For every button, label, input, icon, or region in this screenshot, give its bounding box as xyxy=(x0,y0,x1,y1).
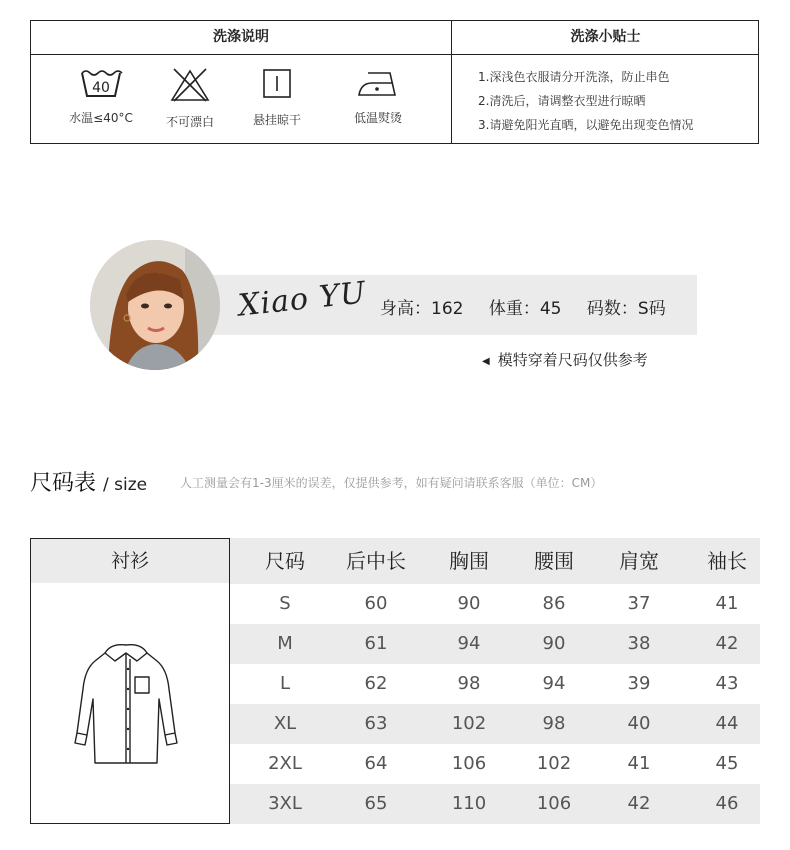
table-cell: 102 xyxy=(451,713,487,734)
model-size-note xyxy=(482,349,648,370)
column-header: 后中长 xyxy=(346,549,406,573)
table-cell: 90 xyxy=(457,593,481,614)
model-signature: Xiao YU xyxy=(236,275,369,324)
wash-temperature-number: 40 xyxy=(92,80,110,96)
table-cell: 37 xyxy=(627,593,651,614)
size-chart-note: 人工测量会有1-3厘米的误差，仅提供参考，如有疑问请联系客服（单位：CM） xyxy=(180,476,603,490)
shirt-icon xyxy=(71,639,181,769)
table-cell: 46 xyxy=(715,793,739,814)
table-row xyxy=(230,704,760,744)
table-row xyxy=(230,744,760,784)
care-item-low-iron xyxy=(333,67,423,126)
column-header: 肩宽 xyxy=(619,549,659,573)
table-cell: 98 xyxy=(542,713,566,734)
row-divider xyxy=(31,54,758,55)
care-label-no-bleach: 不可漂白 xyxy=(165,115,214,129)
column-header: 袖长 xyxy=(707,549,747,573)
care-item-no-bleach xyxy=(145,67,235,130)
table-cell: 41 xyxy=(715,593,739,614)
table-cell: 94 xyxy=(542,673,566,694)
table-cell: 40 xyxy=(627,713,651,734)
table-cell: 60 xyxy=(364,593,388,614)
table-cell: XL xyxy=(273,713,297,734)
table-cell: 62 xyxy=(364,673,388,694)
care-instructions-table xyxy=(30,20,759,144)
table-cell: 61 xyxy=(364,633,388,654)
table-row xyxy=(230,664,760,704)
garment-panel xyxy=(30,538,230,824)
washing-tips-title: 洗涤小贴士 xyxy=(570,29,641,45)
table-cell: 98 xyxy=(457,673,481,694)
column-header: 尺码 xyxy=(265,549,305,573)
table-cell: 63 xyxy=(364,713,388,734)
table-cell: 86 xyxy=(542,593,566,614)
care-item-wash xyxy=(56,67,146,126)
model-stats xyxy=(380,294,686,319)
no-bleach-icon xyxy=(168,67,212,103)
table-cell: 2XL xyxy=(268,753,302,774)
tip-item: 3.请避免阳光直晒，以避免出现变色情况 xyxy=(478,118,694,132)
table-cell: L xyxy=(279,673,291,694)
table-cell: 90 xyxy=(542,633,566,654)
size-chart-title xyxy=(30,466,147,497)
column-header: 腰围 xyxy=(534,549,574,573)
tip-item: 1.深浅色衣服请分开洗涤，防止串色 xyxy=(478,70,670,84)
washing-tips-list xyxy=(478,65,693,137)
table-cell: 43 xyxy=(715,673,739,694)
size-chart-title-text: 尺码表 xyxy=(30,471,97,496)
table-cell: 42 xyxy=(627,793,651,814)
table-cell: 106 xyxy=(536,793,572,814)
model-height: 身高：162 xyxy=(380,299,464,319)
table-row xyxy=(230,584,760,624)
care-item-hang-dry xyxy=(232,67,322,128)
washing-instructions-title: 洗涤说明 xyxy=(213,29,269,45)
model-note-text: 模特穿着尺码仅供参考 xyxy=(497,351,648,369)
size-table-header xyxy=(230,538,760,584)
care-label-wash: 水温≤40°C xyxy=(69,111,133,125)
table-cell: 94 xyxy=(457,633,481,654)
table-cell: 65 xyxy=(364,793,388,814)
care-label-low-iron: 低温熨烫 xyxy=(353,111,402,125)
low-iron-icon xyxy=(356,67,400,99)
triangle-left-icon: ◀ xyxy=(482,356,490,367)
model-portrait-image xyxy=(90,240,220,370)
table-row xyxy=(230,624,760,664)
table-cell: 42 xyxy=(715,633,739,654)
hang-dry-icon xyxy=(255,67,299,101)
table-cell: 44 xyxy=(715,713,739,734)
wash-40-icon xyxy=(79,67,123,99)
column-header: 胸围 xyxy=(449,549,489,573)
table-cell: 102 xyxy=(536,753,572,774)
table-cell: 64 xyxy=(364,753,388,774)
care-label-hang-dry: 悬挂晾干 xyxy=(252,113,301,127)
table-cell: 3XL xyxy=(268,793,302,814)
table-cell: 106 xyxy=(451,753,487,774)
model-weight: 体重：45 xyxy=(488,299,562,319)
size-table xyxy=(230,538,760,824)
table-cell: S xyxy=(279,593,291,614)
size-chart-subtitle: / size xyxy=(103,475,148,495)
table-cell: M xyxy=(277,633,293,654)
table-row xyxy=(230,784,760,824)
model-size: 码数：S码 xyxy=(586,299,666,319)
table-cell: 45 xyxy=(715,753,739,774)
garment-name: 衬衫 xyxy=(31,539,229,583)
tip-item: 2.清洗后，请调整衣型进行晾晒 xyxy=(478,94,646,108)
table-cell: 38 xyxy=(627,633,651,654)
table-cell: 110 xyxy=(451,793,487,814)
table-cell: 41 xyxy=(627,753,651,774)
table-cell: 39 xyxy=(627,673,651,694)
model-avatar xyxy=(90,240,220,370)
